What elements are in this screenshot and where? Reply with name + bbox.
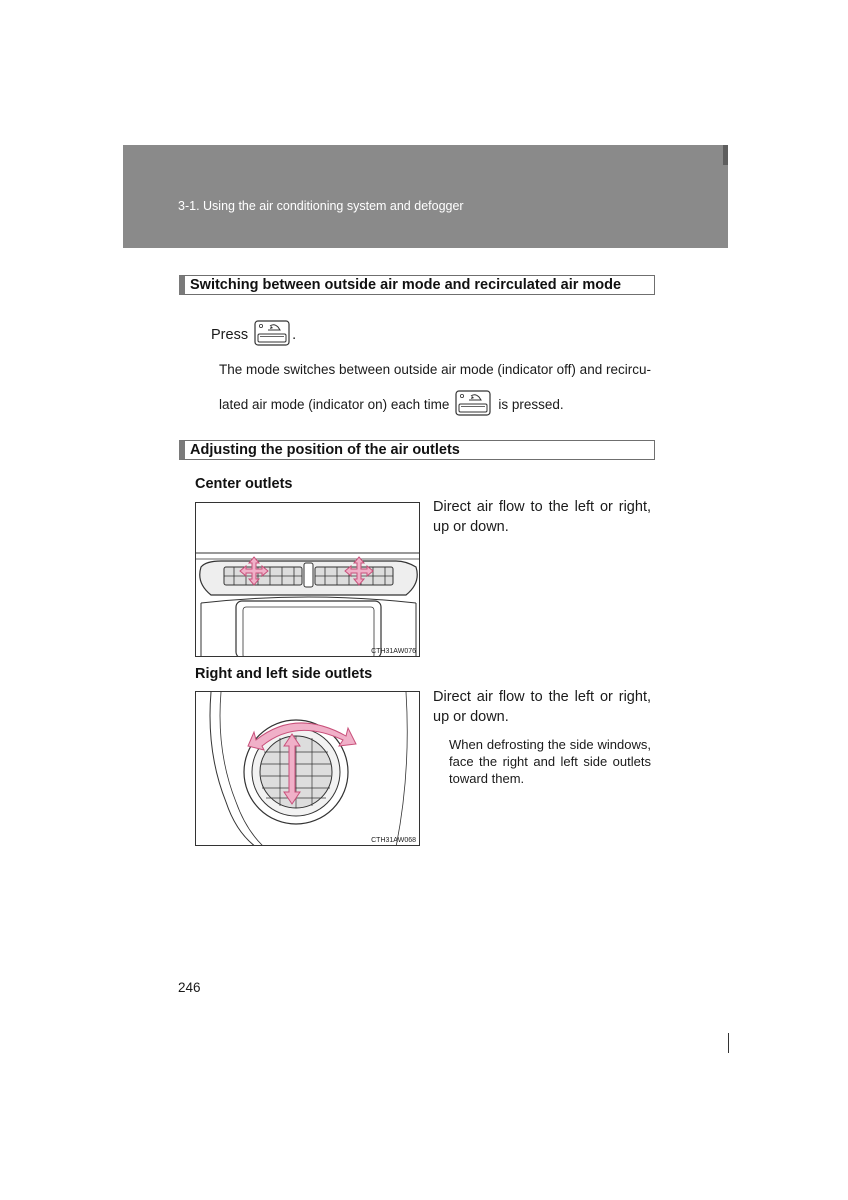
mode-description-line2	[219, 390, 564, 419]
figure-code: CTH31AW076	[371, 648, 416, 655]
center-outlets-title: Center outlets	[195, 476, 293, 492]
section-heading-air-mode	[179, 275, 655, 295]
chapter-title: 3-1. Using the air conditioning system and defogger	[178, 199, 464, 213]
mode-description-line2-end: is pressed.	[498, 397, 564, 412]
center-outlets-illustration	[196, 503, 420, 657]
section-heading-air-outlets	[179, 440, 655, 460]
recirculation-button-icon	[453, 390, 493, 419]
mode-description-line1: The mode switches between outside air mode (indicator off) and recircu-	[219, 362, 651, 377]
page-edge-mark	[728, 1033, 729, 1053]
side-outlets-title: Right and left side outlets	[195, 666, 373, 682]
press-instruction	[211, 320, 296, 350]
section-heading-text: Adjusting the position of the air outlets	[190, 442, 460, 458]
section-heading-text: Switching between outside air mode and recirculated air mode	[190, 277, 622, 293]
side-outlets-note: When defrosting the side windows, face the right and left side outlets toward them.	[449, 737, 651, 786]
side-outlets-illustration	[196, 692, 420, 846]
center-outlets-figure	[195, 502, 420, 657]
center-outlets-description: Direct air flow to the left or right, up or down.	[433, 499, 651, 535]
press-label: Press	[211, 327, 249, 343]
side-outlets-figure	[195, 691, 420, 846]
mode-description-line2-start: lated air mode (indicator on) each time	[219, 397, 450, 412]
side-outlets-description: Direct air flow to the left or right, up or down.	[433, 689, 651, 725]
recirculation-button-icon	[254, 320, 290, 350]
figure-code: CTH31AW068	[371, 837, 416, 844]
page-number: 246	[178, 980, 201, 995]
press-end: .	[292, 327, 297, 343]
header-tab-marker	[723, 145, 728, 165]
chapter-header-band	[123, 145, 728, 248]
